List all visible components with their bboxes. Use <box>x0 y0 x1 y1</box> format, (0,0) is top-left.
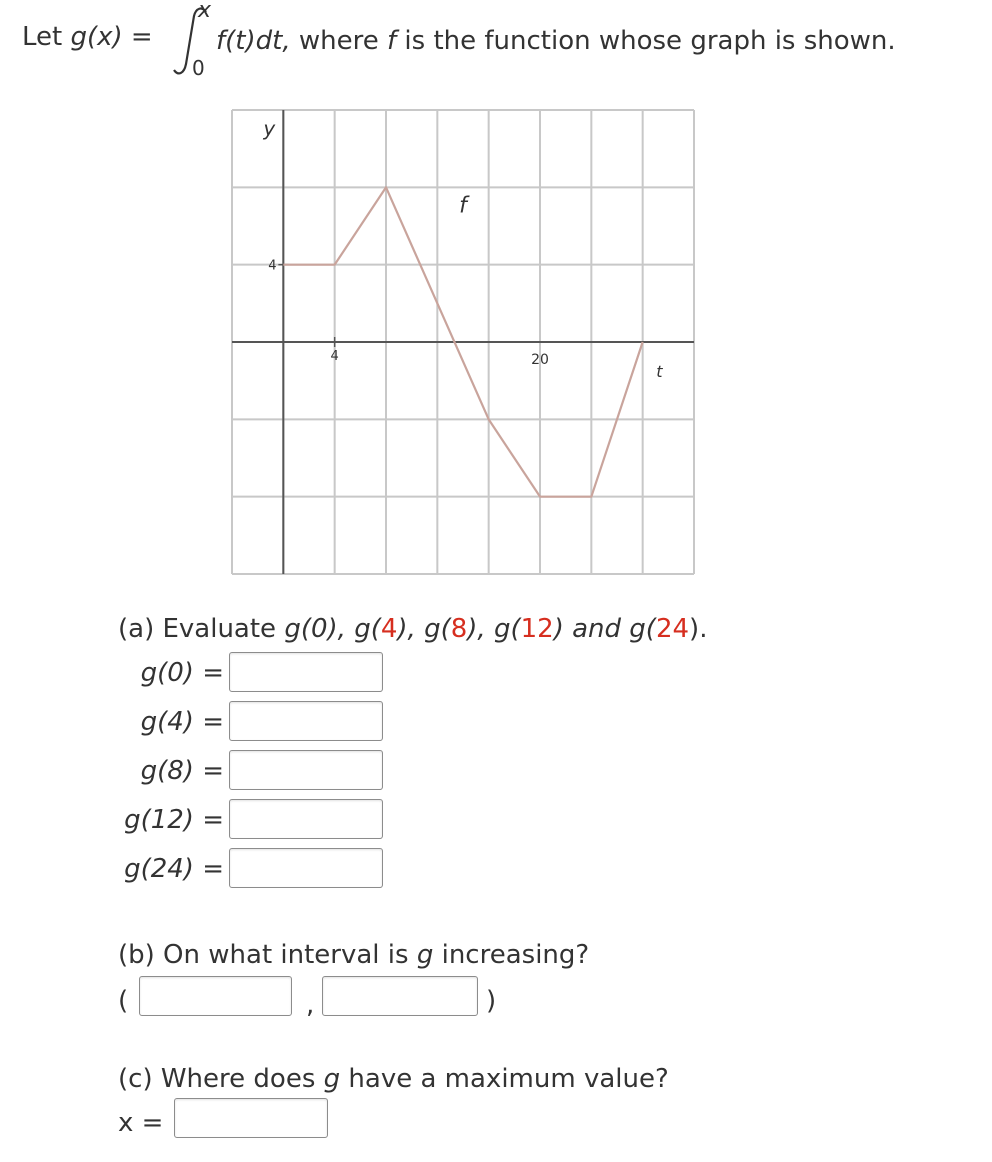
x-equals-label: x = <box>118 1108 164 1138</box>
close-paren: ) <box>486 986 497 1016</box>
answer-label-1: g(4) = <box>140 707 224 737</box>
y-axis-label: y <box>263 116 276 141</box>
answer-input-4[interactable] <box>229 848 383 888</box>
highlighted-value: 8 <box>450 614 468 644</box>
interval-left-input[interactable] <box>139 976 292 1016</box>
answer-input-3[interactable] <box>229 799 383 839</box>
question-text: g(0), <box>284 614 355 644</box>
integral-lower-limit: 0 <box>192 56 205 80</box>
answer-input-1[interactable] <box>229 701 383 741</box>
comma: , <box>306 990 315 1020</box>
axes <box>232 110 694 574</box>
answer-label-4: g(24) = <box>124 854 224 884</box>
x-tick-label-20: 20 <box>531 352 549 368</box>
highlighted-value: 4 <box>380 614 398 644</box>
question-text: ). <box>689 614 708 644</box>
answer-label-3: g(12) = <box>124 805 224 835</box>
answer-label-0: g(0) = <box>140 658 224 688</box>
curve-label-f: f <box>459 193 467 219</box>
interval-right-input[interactable] <box>322 976 478 1016</box>
integrand-and-description: f(t)dt, where f is the function whose graph is shown. <box>216 26 896 56</box>
part-c-question: (c) Where does g have a maximum value? <box>118 1064 669 1094</box>
y-tick-label-4: 4 <box>268 258 277 274</box>
part-b-question: (b) On what interval is g increasing? <box>118 940 590 970</box>
integrand: f(t)dt, <box>216 26 291 56</box>
integral-upper-limit: x <box>198 0 212 23</box>
function-graph <box>230 108 696 576</box>
open-paren: ( <box>118 986 129 1016</box>
highlighted-value: 12 <box>520 614 554 644</box>
answer-label-2: g(8) = <box>140 756 224 786</box>
highlighted-value: 24 <box>655 614 690 644</box>
part-a-question: (a) Evaluate g(0), g(4), g(8), g(12) and g(24). <box>118 614 708 644</box>
max-x-input[interactable] <box>174 1098 328 1138</box>
g-of-x: g(x) <box>70 22 123 52</box>
problem-statement: Let g(x) = <box>22 22 153 52</box>
t-axis-label: t <box>656 361 663 381</box>
x-tick-label-4: 4 <box>330 349 339 364</box>
question-text: ), g( <box>467 614 521 644</box>
question-text: ), g( <box>397 614 451 644</box>
question-text: g( <box>354 614 381 644</box>
answer-input-2[interactable] <box>229 750 383 790</box>
question-text: ) and g( <box>553 614 656 644</box>
answer-input-0[interactable] <box>229 652 383 692</box>
